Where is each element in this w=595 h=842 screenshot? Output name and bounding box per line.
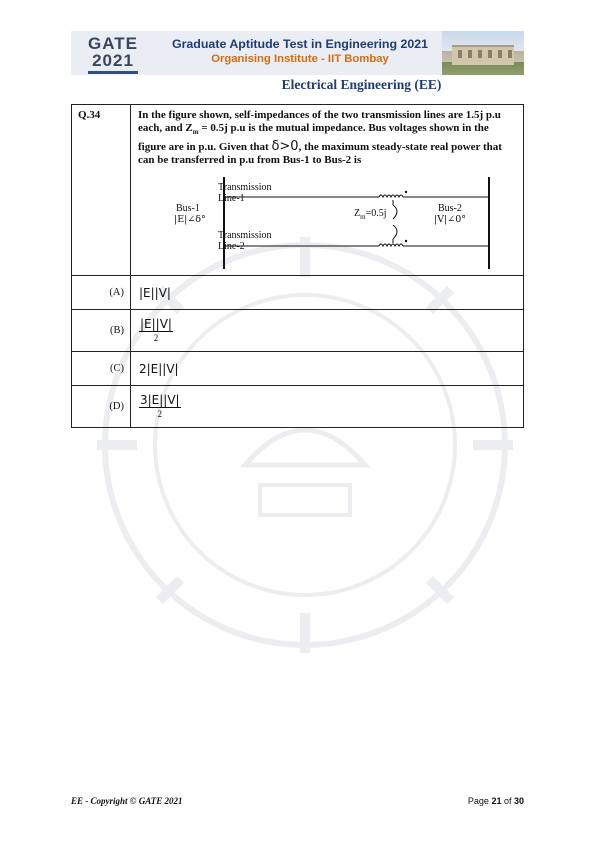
delta-condition: δ>0 [271, 139, 299, 154]
bus-1-voltage: |E|∠δ° [174, 214, 206, 225]
question-text: In the figure shown, self-impedances of the two transmission lines are 1.5j p.u each, and $Z_m = 0.5j$ p.u is the mutual impedance. Bus voltages shown in the figure are in p.u. Given that δ>0, the maximum steady-state real power that can be transferred in p.u from Bus-1 to Bus-2 is [138, 109, 502, 167]
bus-2-voltage: |V|∠0° [434, 214, 467, 225]
option-b-fraction [139, 318, 173, 343]
option-b-denominator: 2 [153, 333, 159, 343]
header-titles [155, 37, 445, 67]
gate-logo [88, 35, 138, 74]
question-row [72, 105, 524, 276]
subject-heading-row [0, 76, 595, 94]
bus-1-label: Bus-1 [176, 203, 200, 214]
logo-bottom-text: 2021 [92, 51, 134, 70]
footer-copyright: EE - Copyright © GATE 2021 [71, 796, 183, 806]
line-2-label-a: Transmission [218, 230, 272, 241]
mutual-coupling-arc [393, 205, 397, 239]
option-c-expression: 2|E||V| [139, 361, 179, 376]
circuit-figure [138, 175, 517, 275]
circuit-diagram [131, 175, 523, 275]
campus-building-image [442, 31, 524, 75]
question-table [71, 104, 524, 428]
option-d-denominator: 2 [157, 409, 163, 419]
option-row-c[interactable] [72, 352, 524, 386]
line-2-inductor [379, 244, 403, 246]
line-1-dot [405, 191, 407, 193]
option-row-a[interactable] [72, 276, 524, 310]
logo-underline [88, 71, 138, 74]
option-c-label: (C) [110, 363, 124, 374]
line-1-inductor [379, 195, 403, 197]
mutual-impedance-label: $Z_m=0.5j$ [354, 208, 387, 221]
option-a-label: (A) [109, 287, 124, 298]
header-title: Graduate Aptitude Test in Engineering 2021 [171, 37, 429, 51]
option-d-numerator: 3|E||V| [140, 393, 180, 407]
question-number: Q.34 [72, 105, 131, 276]
question-body [131, 105, 524, 276]
option-a-expression: |E||V| [139, 285, 171, 300]
logo-top-text: GATE [88, 34, 138, 53]
line-2-dot [405, 240, 407, 242]
header-subtitle: Organising Institute - IIT Bombay [211, 53, 389, 65]
option-b-numerator: |E||V| [140, 317, 172, 331]
option-row-b[interactable] [72, 310, 524, 352]
footer-page-number: Page 21 of 30 [467, 796, 524, 806]
bus-2-label: Bus-2 [438, 203, 462, 214]
line-1-label-b: Line-1 [218, 193, 245, 204]
option-d-label: (D) [109, 401, 124, 412]
subject-heading: Electrical Engineering (EE) [281, 77, 442, 92]
gate-header-banner [71, 31, 524, 75]
line-1-label-a: Transmission [218, 182, 272, 193]
line-2-label-b: Line-2 [218, 241, 245, 252]
option-b-label: (B) [110, 325, 124, 336]
option-d-fraction [139, 394, 181, 419]
option-row-d[interactable] [72, 386, 524, 428]
